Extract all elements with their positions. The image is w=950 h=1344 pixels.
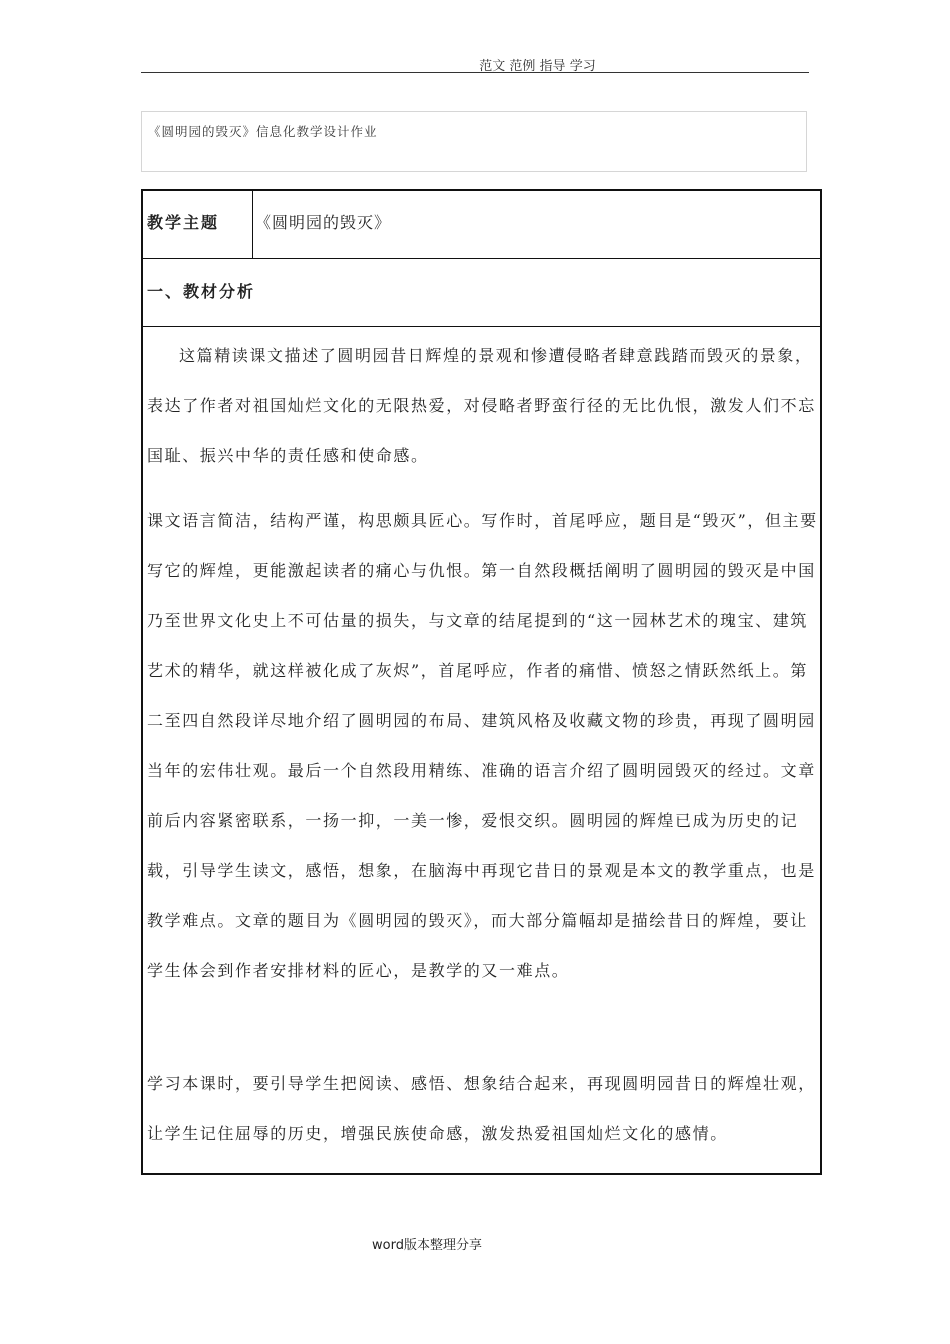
section-title: 一、教材分析 bbox=[147, 282, 256, 301]
paragraph: 学习本课时，要引导学生把阅读、感悟、想象结合起来，再现圆明园昔日的辉煌壮观，让学生记住屈辱的历史，增强民族使命感，激发热爱祖国灿烂文化的感情。 bbox=[147, 1074, 816, 1143]
header-rule bbox=[141, 72, 809, 73]
paragraph: 这篇精读课文描述了圆明园昔日辉煌的景观和惨遭侵略者肆意践踏而毁灭的景象，表达了作者对祖国灿烂文化的无限热爱，对侵略者野蛮行径的无比仇恨，激发人们不忘国耻、振兴中华的责任感和使命感。 bbox=[147, 346, 816, 465]
row-divider bbox=[143, 326, 820, 327]
row-divider bbox=[143, 258, 820, 259]
document-title-box bbox=[141, 111, 807, 172]
document-title: 《圆明园的毁灭》信息化教学设计作业 bbox=[148, 124, 378, 139]
topic-label: 教学主题 bbox=[147, 213, 220, 232]
topic-value: 《圆明园的毁灭》 bbox=[255, 213, 392, 232]
page-footer: word版本整理分享 bbox=[372, 1238, 482, 1253]
paragraph: 课文语言简洁，结构严谨，构思颇具匠心。写作时，首尾呼应，题目是“毁灭”，但主要写它的辉煌，更能激起读者的痛心与仇恨。第一自然段概括阐明了圆明园的毁灭是中国乃至世界文化史上不可估量的损失，与文章的结尾提到的“这一园林艺术的瑰宝、建筑艺术的精华，就这样被化成了灰烬”，首尾呼应，作者的痛惜、愤怒之情跃然纸上。第二至四自然段详尽地介绍了圆明园的布局、建筑风格及收藏文物的珍贵，再现了圆明园当年的宏伟壮观。最后一个自然段用精练、准确的语言介绍了圆明园毁灭的经过。文章前后内容紧密联系，一扬一抑，一美一惨，爱恨交织。圆明园的辉煌已成为历史的记载，引导学生读文，感悟，想象，在脑海中再现它昔日的景观是本文的教学重点，也是教学难点。文章的题目为《圆明园的毁灭》，而大部分篇幅却是描绘昔日的辉煌，要让学生体会到作者安排材料的匠心，是教学的又一难点。 bbox=[147, 511, 818, 980]
page-header: 范文 范例 指导 学习 bbox=[479, 59, 596, 74]
lesson-table bbox=[141, 189, 822, 1175]
topic-label-cell bbox=[143, 191, 253, 259]
